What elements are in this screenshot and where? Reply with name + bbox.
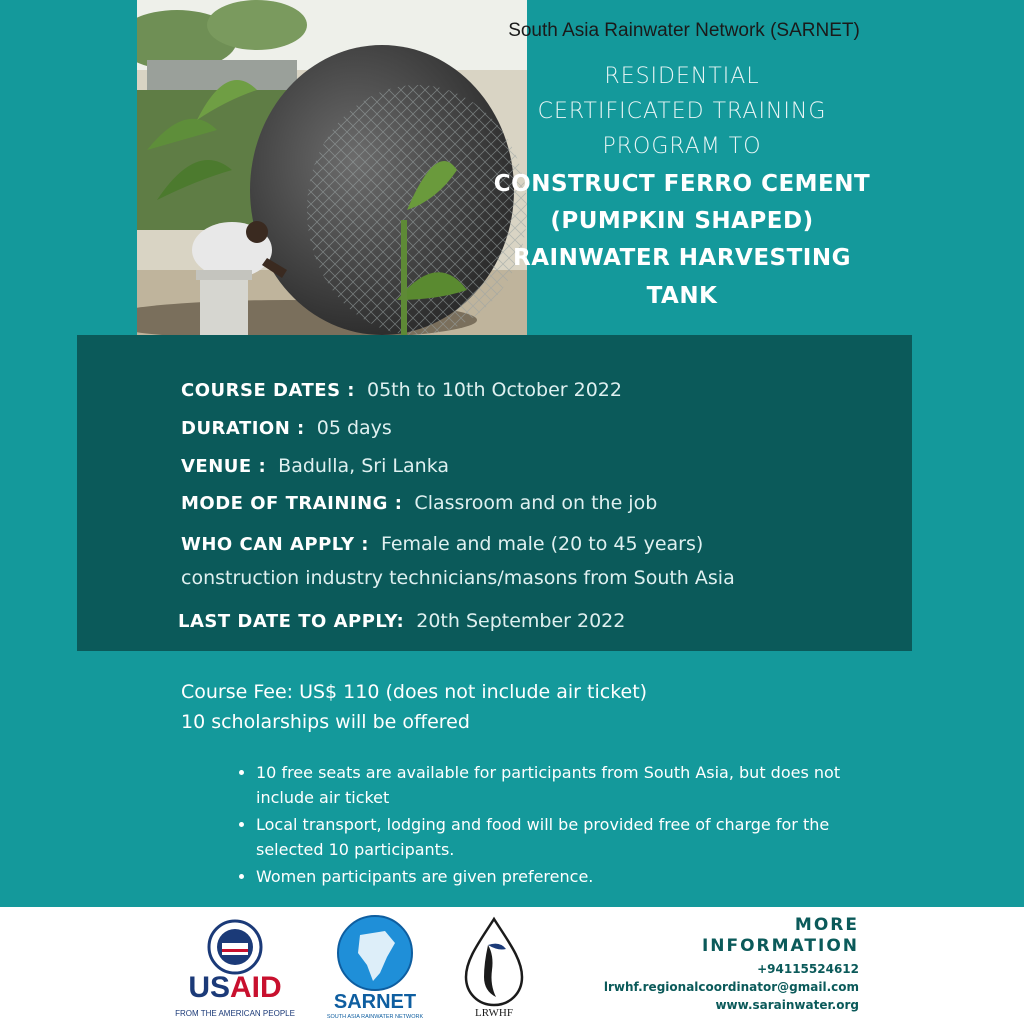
more-info-heading-2: INFORMATION — [701, 936, 859, 956]
scholarships: 10 scholarships will be offered — [181, 711, 470, 733]
duration-value: 05 days — [316, 417, 392, 439]
sarnet-wordmark: SARNET — [333, 991, 417, 1013]
title-bold-line-2: (PUMPKIN SHAPED) — [550, 208, 814, 234]
course-dates-row — [181, 379, 622, 401]
list-item: • Women participants are given preference. — [256, 864, 896, 889]
footer — [0, 907, 1024, 1024]
venue-value: Badulla, Sri Lanka — [278, 455, 450, 477]
mode-value: Classroom and on the job — [414, 492, 658, 514]
lrwhf-wordmark: LRWHF — [475, 1007, 513, 1019]
venue-label: VENUE : — [181, 456, 267, 477]
course-fee: Course Fee: US$ 110 (does not include air ticket) — [181, 681, 648, 703]
who-value: Female and male (20 to 45 years) — [380, 533, 704, 555]
last-date-value: 20th September 2022 — [416, 610, 626, 632]
course-details-box — [77, 335, 912, 651]
sarnet-tagline: SOUTH ASIA RAINWATER NETWORK — [326, 1014, 424, 1020]
org-name: South Asia Rainwater Network (SARNET) — [508, 20, 860, 41]
title-line-1: RESIDENTIAL — [604, 64, 760, 89]
tank-construction-photo — [137, 0, 527, 366]
lrwhf-logo — [458, 915, 530, 1019]
last-date-row — [178, 610, 625, 632]
usaid-wordmark: USAID — [188, 971, 282, 1004]
who-value-2: construction industry technicians/masons from South Asia — [181, 567, 735, 589]
mode-row — [181, 492, 657, 514]
who-row — [181, 533, 703, 555]
course-dates-label: COURSE DATES : — [181, 380, 355, 401]
list-item: • Local transport, lodging and food will be provided free of charge for the selected 10 participants. — [256, 812, 896, 862]
duration-row — [181, 417, 392, 439]
phone-number[interactable]: +94115524612 — [757, 962, 859, 976]
title-bold-line-4: TANK — [646, 283, 718, 309]
photo-illustration — [137, 0, 527, 366]
title-bold-line-1: CONSTRUCT FERRO CEMENT — [493, 171, 871, 197]
venue-row — [181, 455, 449, 477]
duration-label: DURATION : — [181, 418, 305, 439]
lrwhf-drop-icon — [458, 915, 530, 1019]
benefits-list — [238, 760, 896, 891]
list-item: • 10 free seats are available for participants from South Asia, but does not include air ticket — [256, 760, 896, 810]
sarnet-globe-icon — [325, 913, 425, 1021]
who-row-2 — [181, 567, 735, 589]
usaid-seal-icon — [172, 919, 298, 1021]
email-link[interactable]: lrwhf.regionalcoordinator@gmail.com — [603, 980, 859, 994]
website-link[interactable]: www.sarainwater.org — [715, 998, 859, 1012]
usaid-tagline: FROM THE AMERICAN PEOPLE — [175, 1009, 295, 1018]
course-dates-value: 05th to 10th October 2022 — [367, 379, 622, 401]
title-bold-line-3: RAINWATER HARVESTING — [513, 245, 851, 271]
who-label: WHO CAN APPLY : — [181, 534, 369, 555]
title-line-2: CERTIFICATED TRAINING — [537, 99, 827, 124]
sarnet-logo — [325, 913, 425, 1021]
mode-label: MODE OF TRAINING : — [181, 493, 403, 514]
title-line-3: PROGRAM TO — [602, 134, 762, 159]
more-info-heading-1: MORE — [794, 915, 859, 935]
last-date-label: LAST DATE TO APPLY: — [178, 611, 405, 632]
usaid-logo — [172, 919, 298, 1021]
